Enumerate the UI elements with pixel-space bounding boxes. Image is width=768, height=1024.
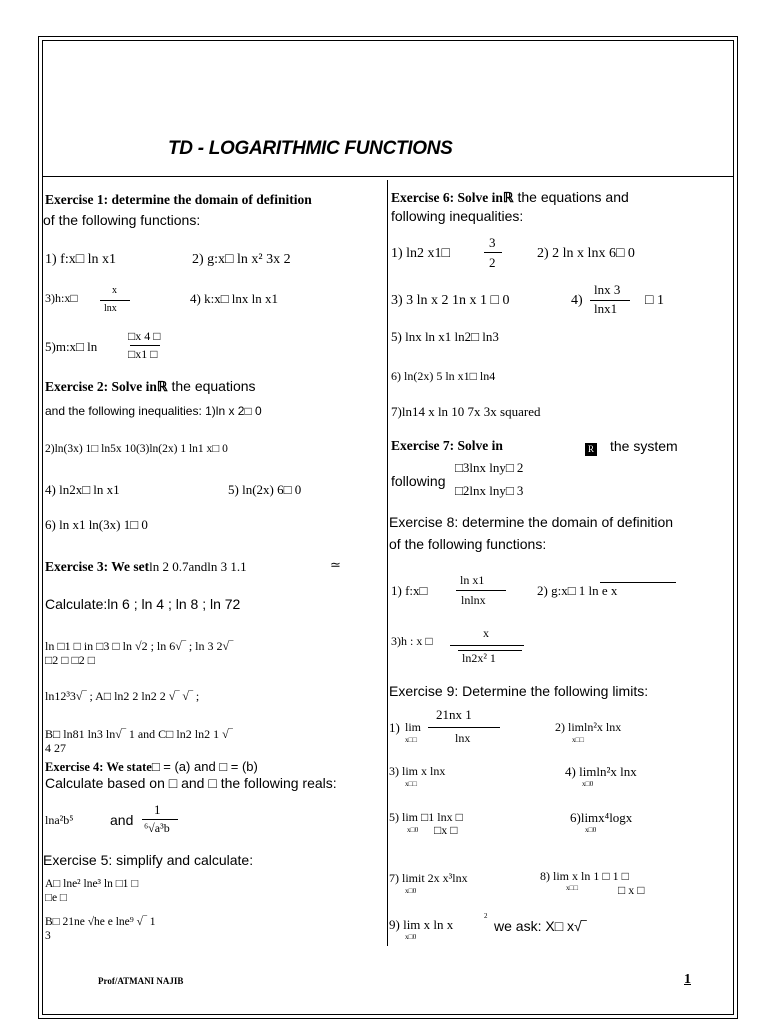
exercise-9-q3: 3) lim x lnx [389,764,446,778]
real-numbers-symbol: R [585,443,597,456]
exercise-3-title: Exercise 3: We set [45,559,150,574]
fraction-bar [100,300,130,301]
document-title: TD - LOGARITHMIC FUNCTIONS [168,138,453,159]
exercise-6-q4-denominator: lnx1 [594,301,618,316]
exercise-5-line-2: B□ 21ne √he e lne⁹ √‾ 1 [45,916,156,928]
exercise-2-title-rest: the equations [167,378,256,394]
exercise-6-q5: 5) lnx ln x1 ln2□ ln3 [391,329,499,344]
exercise-4-numerator: 1 [154,802,161,817]
real-numbers-symbol: ℝ [156,379,168,394]
exercise-9-q5: 5) lim □1 lnx □ [389,810,463,824]
exercise-6-q4-numerator: lnx 3 [594,282,621,297]
exercise-4-given: □ = (a) and □ = (b) [151,759,258,774]
real-numbers-symbol: ℝ [502,190,514,205]
exercise-1-q1: 1) f:x□ ln x1 [45,252,117,267]
exercise-9-q1-denominator: lnx [455,731,471,745]
exercise-8-title: Exercise 8: determine the domain of definition [389,514,674,530]
exercise-6-q3: 3) 3 ln x 2 1n x 1 □ 0 [391,293,510,308]
exercise-2-q6: 6) ln x1 ln(3x) 1□ 0 [45,517,148,532]
exercise-8-q2: 2) g:x□ 1 ln e x [537,583,618,598]
fraction-bar [450,645,524,646]
exercise-6-q2: 2) 2 ln x lnx 6□ 0 [537,246,635,261]
exercise-5-title: Exercise 5: simplify and calculate: [43,852,254,868]
exercise-1-q5-label: 5)m:x□ ln [45,339,98,354]
exercise-6-q4-rest: □ 1 [645,293,664,308]
fraction-bar [130,345,160,346]
exercise-3-line-3b: 4 27 [45,741,66,755]
footer-author: Prof/ATMANI NAJIB [98,976,184,986]
exercise-1-q3-denominator: lnx [104,303,117,314]
exercise-7-title-rest: the system [610,438,678,454]
exercise-9-q3-sub: x□□ [405,780,417,788]
exercise-1-title: Exercise 1: determine the domain of definition [45,192,312,207]
exercise-4-title: Exercise 4: We state [45,760,152,774]
exercise-9-q1-sub: x□□ [405,736,417,744]
exercise-6-q6: 6) ln(2x) 5 ln x1□ ln4 [391,369,496,383]
exercise-9-q9-sub: x□0 [405,933,417,941]
exercise-2-q4: 4) ln2x□ ln x1 [45,482,120,497]
exercise-6-q7: 7)ln14 x ln 10 7x 3x squared [391,404,541,419]
fraction-bar [142,819,178,820]
exercise-1-q2: 2) g:x□ ln x² 3x 2 [192,252,291,267]
exercise-9-q6: 6)limx⁴logx [570,810,633,825]
column-divider [387,180,388,946]
exercise-9-q1-lim: lim [405,720,422,734]
exercise-7-title: Exercise 7: Solve in [391,438,503,453]
exercise-1-q5-denominator: □x1 □ [128,347,158,361]
exercise-9-q4-sub: x□0 [582,780,594,788]
approx-symbol: ≃ [330,557,341,572]
exercise-8-subtitle: of the following functions: [389,536,547,552]
exercise-9-q9-superscript: 2 [484,912,488,920]
exercise-6-q1-numerator: 3 [489,235,496,250]
exercise-9-q2: 2) limln²x lnx [555,720,622,734]
exercise-8-q3-numerator: x [483,626,489,640]
sqrt-bar [458,650,522,651]
exercise-9-q1-label: 1) [389,720,400,735]
exercise-6-title-line [391,189,629,207]
exercise-9-q8: 8) lim x ln 1 □ 1 □ [540,869,629,883]
exercise-6-subtitle: following inequalities: [391,208,524,224]
exercise-3-given: ln 2 0.7andln 3 1.1 [149,559,247,574]
exercise-9-q9: 9) lim x ln x [389,917,454,932]
exercise-3-calculate: Calculate:ln 6 ; ln 4 ; ln 8 ; ln 72 [45,596,241,612]
exercise-1-q4: 4) k:x□ lnx ln x1 [190,291,279,306]
header-separator [42,176,734,177]
exercise-9-title: Exercise 9: Determine the following limits: [389,683,649,699]
exercise-6-title-rest: the equations and [513,189,629,205]
exercise-8-q1-label: 1) f:x□ [391,583,428,598]
exercise-6-q1-denominator: 2 [489,255,496,270]
exercise-3-line-3: B□ ln81 ln3 ln√‾ 1 and C□ ln2 ln2 1 √‾ [45,727,233,741]
exercise-2-line-3: 2)ln(3x) 1□ ln5x 10(3)ln(2x) 1 ln1 x□ 0 [45,443,228,455]
sqrt-bar [600,582,676,583]
exercise-9-q8-line-2: □ x □ [618,883,645,897]
fraction-bar [428,727,500,728]
exercise-6-title: Exercise 6: Solve in [391,190,503,205]
exercise-9-q7-sub: x□0 [405,887,417,895]
fraction-bar [484,252,502,253]
exercise-9-q7: 7) limit 2x x³lnx [389,871,468,885]
exercise-3-line-1: ln □1 □ in □3 □ ln √2 ; ln 6√‾ ; ln 3 2√‾ [45,639,234,653]
exercise-2-q5: 5) ln(2x) 6□ 0 [228,482,302,497]
exercise-9-q8-sub: x□□ [566,884,578,892]
fraction-bar [456,590,506,591]
exercise-9-q2-sub: x□□ [572,736,584,744]
exercise-7-following: following [391,473,446,489]
page-number: 1 [684,972,691,987]
exercise-8-q3-denominator: ln2x² 1 [462,651,496,665]
exercise-9-q4: 4) limln²x lnx [565,764,637,779]
exercise-1-q3-numerator: x [112,285,117,296]
exercise-9-q1-numerator: 21nx 1 [436,707,472,722]
exercise-8-q1-numerator: ln x1 [460,573,485,587]
exercise-4-line-2: Calculate based on □ and □ the following reals: [45,775,337,791]
exercise-8-q1-denominator: lnlnx [461,593,486,607]
exercise-9-q9-rest: we ask: X□ x√‾ [494,918,587,934]
exercise-9-q5-line-2: □x □ [434,823,458,837]
exercise-1-subtitle: of the following functions: [43,212,201,228]
exercise-6-q1: 1) ln2 x1□ [391,246,451,261]
exercise-5-line-1b: □e □ [45,892,67,904]
exercise-3-line-2: ln12³3√‾ ; A□ ln2 2 ln2 2 √‾ √‾ ; [45,689,200,703]
exercise-5-line-2b: 3 [45,930,51,942]
exercise-1-q3-label: 3)h:x□ [45,291,78,305]
real-numbers-box [585,439,597,457]
exercise-4-title-line [45,758,258,776]
exercise-3-title-line [45,558,247,576]
exercise-2-title: Exercise 2: Solve in [45,379,157,394]
exercise-3-line-1b: □2 □ □2 □ [45,653,95,667]
exercise-7-equation-1: □3lnx lny□ 2 [455,460,524,475]
exercise-2-line-2: and the following inequalities: 1)ln x 2□ 0 [45,404,262,418]
exercise-2-title-line [45,378,256,396]
exercise-9-q5-sub: x□0 [407,826,419,834]
exercise-4-denominator: ⁶√a³b [144,821,170,835]
exercise-1-q5-numerator: □x 4 □ [128,329,161,343]
exercise-4-and: and [110,812,134,828]
exercise-5-line-1: A□ lne² lne³ ln □1 □ [45,878,139,890]
exercise-4-expr-1: lna²b⁵ [45,813,74,827]
exercise-9-q6-sub: x□0 [585,826,597,834]
exercise-7-equation-2: □2lnx lny□ 3 [455,483,524,498]
exercise-8-q3-label: 3)h : x □ [391,634,433,648]
exercise-6-q4-label: 4) [571,293,583,308]
